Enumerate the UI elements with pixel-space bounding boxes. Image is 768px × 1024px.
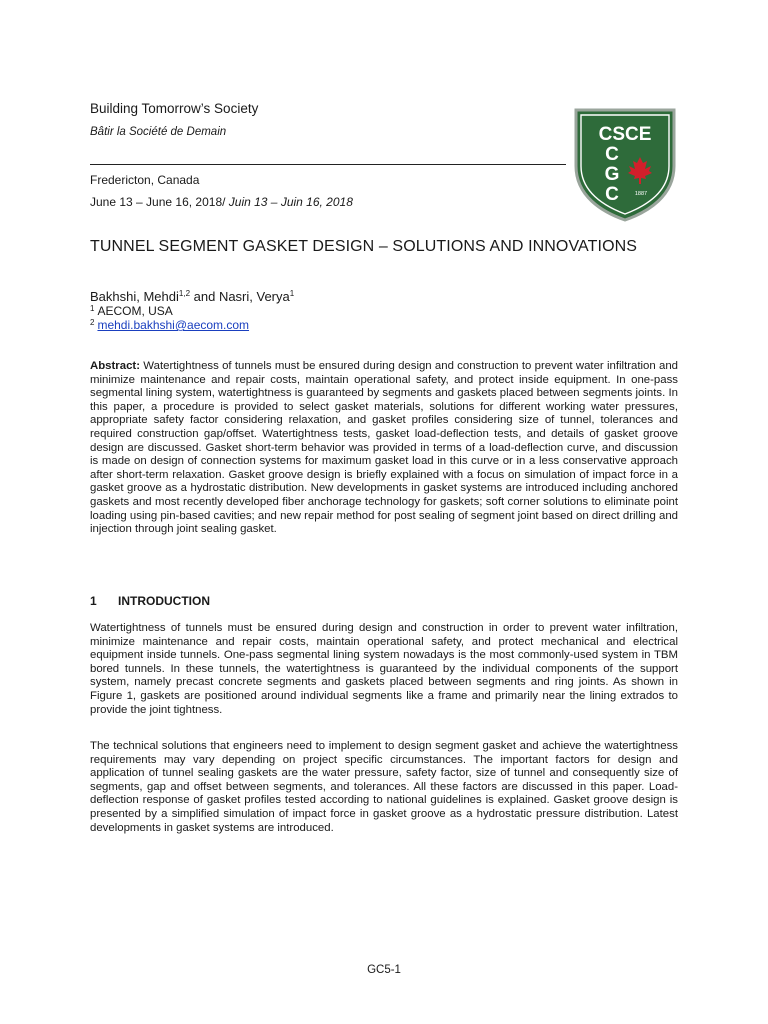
- affiliation: [90, 304, 173, 318]
- abstract-text: Watertightness of tunnels must be ensured during design and construction to prevent water infiltration and minimize maintenance and repair costs, maintain operational safety, and protect inside equipment. In one-pass segmental lining system, watertightness is guaranteed by segments and gaskets placed between segments joints. In this paper, a procedure is provided to select gasket materials, solutions for different working water pressures, appropriate safety factor considering relaxation, and gasket profiles considering size of tunnel, tolerances and required construction gap/offset. Watertightness tests, gasket load-deflection tests, and details of gasket groove design are discussed. Gasket short-term behavior was provided in terms of a load-deflection curve, and discussion is made on design of connection systems for maximum gasket load in this curve or in a less conservative approach after short-term relaxation. Gasket groove design is briefly explained with a focus on simulation of impact force in a gasket groove as a hydrostatic distribution. New developments in gasket systems are introduced including anchored gaskets and most recently developed fiber anchorage technology for gaskets; soft corner solutions to eliminate point loading using pin-based cavities; and new repair method for post sealing of segment joint based on direct drilling and injection through joint sealing gasket.: [90, 360, 678, 536]
- dates-french: Juin 13 – Juin 16, 2018: [228, 195, 353, 209]
- corresponding-email: [90, 318, 249, 332]
- logo-year: 1887: [634, 191, 648, 197]
- dates-english: June 13 – June 16, 2018/: [90, 195, 229, 209]
- author-list: [90, 289, 294, 304]
- conference-title: Building Tomorrow’s Society: [90, 101, 259, 116]
- email-link[interactable]: mehdi.bakhshi@aecom.com: [97, 318, 250, 332]
- affiliation-mark: 1: [90, 304, 95, 313]
- author-2-affiliation-mark: 1: [289, 289, 295, 298]
- intro-paragraph-2: The technical solutions that engineers need to implement to design segment gasket and achieve the watertightness requirements may vary depending on project specific circumstances. The important factors for design and application of tunnel sealing gaskets are the water pressure, safety factor, size of tunnel and consequently size of segments, gap and offset between segments, and tolerances. All these factors are discussed in this paper. Load-deflection response of gasket profiles tested according to national guidelines is explained. Gasket groove design is presented by a simplified simulation of impact force in gasket groove as a hydrostatic pressure distribution. Latest developments in gasket systems are introduced.: [90, 740, 678, 834]
- section-heading-introduction: [90, 594, 210, 608]
- author-conjunction: and: [190, 289, 219, 304]
- affiliation-text: AECOM, USA: [97, 304, 173, 318]
- author-1-affiliation-marks: 1,2: [178, 289, 191, 298]
- author-1: Bakhshi, Mehdi: [90, 289, 179, 304]
- conference-dates: [90, 195, 353, 209]
- logo-line4: C: [605, 184, 619, 205]
- csce-logo-icon: [570, 104, 680, 222]
- logo-line1: CSCE: [598, 124, 652, 145]
- conference-location: Fredericton, Canada: [90, 173, 200, 187]
- logo-line2: C: [605, 144, 619, 165]
- author-2: Nasri, Verya: [218, 289, 290, 304]
- section-number: 1: [90, 594, 97, 608]
- section-title: INTRODUCTION: [118, 594, 210, 608]
- abstract-label: Abstract:: [90, 360, 141, 372]
- abstract: [90, 360, 678, 537]
- email-mark: 2: [90, 318, 95, 327]
- logo-line3: G: [604, 164, 620, 185]
- conference-subtitle: Bâtir la Société de Demain: [90, 126, 227, 138]
- intro-paragraph-1: Watertightness of tunnels must be ensured during design and construction in order to prevent water infiltration, minimize maintenance and repair costs, maintain operational safety, and protect mechanical and electrical equipment inside tunnels. One-pass segmental lining system nowadays is the most commonly-used system in TBM bored tunnels. In these tunnels, the watertightness is guaranteed by the individual components of the support system, namely precast concrete segments and gaskets placed between segments and ring joints. As shown in Figure 1, gaskets are positioned around individual segments like a frame and primarily near the lining extrados to provide the joint tightness.: [90, 622, 678, 716]
- header-divider: [90, 164, 566, 165]
- page-number: GC5-1: [367, 964, 401, 976]
- paper-title: TUNNEL SEGMENT GASKET DESIGN – SOLUTIONS AND INNOVATIONS: [90, 238, 638, 255]
